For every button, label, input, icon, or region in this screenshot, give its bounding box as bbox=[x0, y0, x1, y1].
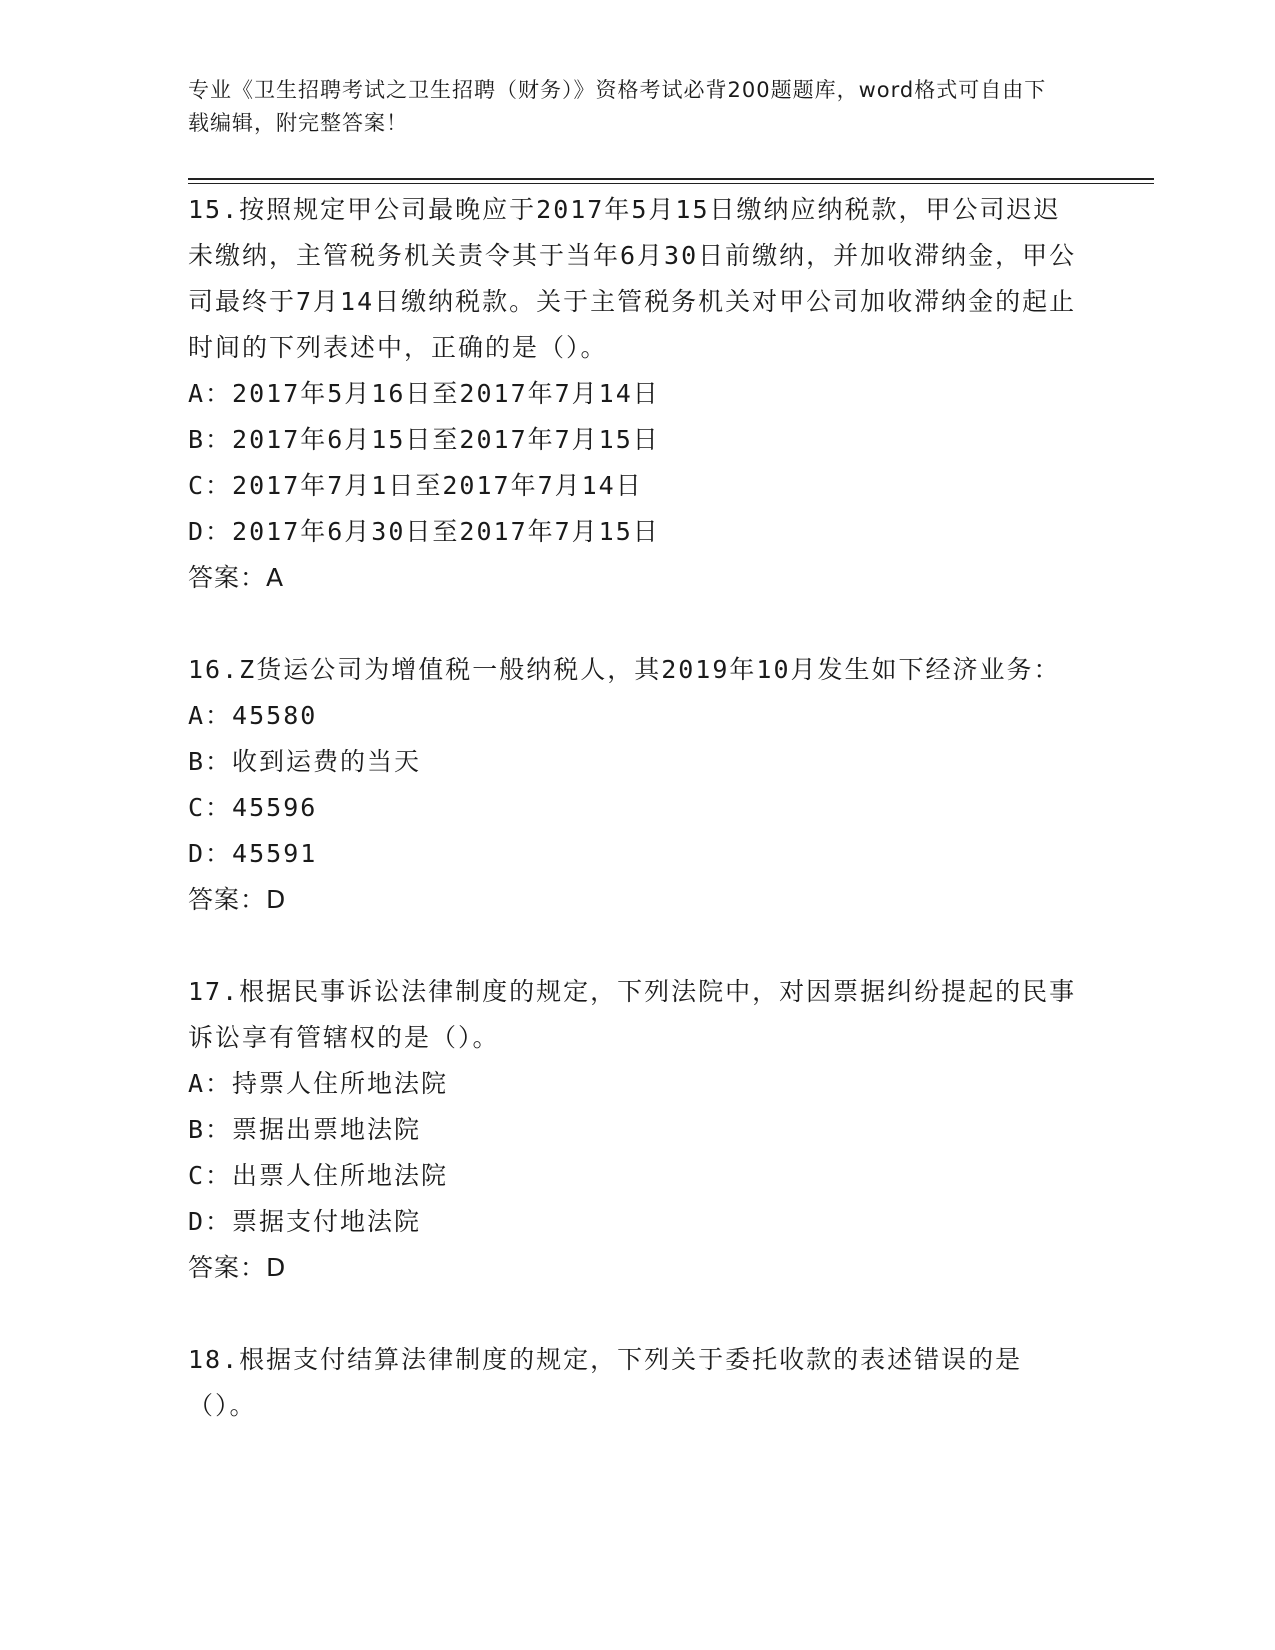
option-b: B：收到运费的当天 bbox=[188, 747, 422, 776]
option-a: A：2017年5月16日至2017年7月14日 bbox=[188, 379, 660, 408]
option-d: D：45591 bbox=[188, 839, 318, 868]
header-divider-thin bbox=[188, 183, 1154, 184]
question-17 bbox=[188, 969, 1078, 1291]
option-c: C：出票人住所地法院 bbox=[188, 1161, 449, 1190]
question-text: 18.根据支付结算法律制度的规定，下列关于委托收款的表述错误的是（）。 bbox=[188, 1345, 1023, 1420]
answer-line: 答案：A bbox=[188, 563, 285, 592]
question-15 bbox=[188, 187, 1078, 601]
question-list bbox=[188, 187, 1078, 1475]
option-a: A：45580 bbox=[188, 701, 318, 730]
answer-line: 答案：D bbox=[188, 885, 287, 914]
question-16 bbox=[188, 647, 1078, 923]
header-divider-thick bbox=[188, 178, 1154, 180]
option-d: D：2017年6月30日至2017年7月15日 bbox=[188, 517, 660, 546]
option-d: D：票据支付地法院 bbox=[188, 1207, 422, 1236]
answer-line: 答案：D bbox=[188, 1253, 287, 1282]
question-18 bbox=[188, 1337, 1078, 1429]
option-c: C：2017年7月1日至2017年7月14日 bbox=[188, 471, 643, 500]
question-text: 17.根据民事诉讼法律制度的规定，下列法院中，对因票据纠纷提起的民事诉讼享有管辖权的是（）。 bbox=[188, 977, 1077, 1052]
document-header: 专业《卫生招聘考试之卫生招聘（财务）》资格考试必背200题题库，word格式可自由下载编辑，附完整答案！ bbox=[188, 78, 1047, 135]
option-b: B：票据出票地法院 bbox=[188, 1115, 422, 1144]
option-b: B：2017年6月15日至2017年7月15日 bbox=[188, 425, 660, 454]
option-c: C：45596 bbox=[188, 793, 318, 822]
question-text: 15.按照规定甲公司最晚应于2017年5月15日缴纳应纳税款，甲公司迟迟未缴纳，主管税务机关责令其于当年6月30日前缴纳，并加收滞纳金，甲公司最终于7月14日缴纳税款。关于主管税务机关对甲公司加收滞纳金的起止时间的下列表述中，正确的是（）。 bbox=[188, 195, 1077, 362]
question-text: 16.Z货运公司为增值税一般纳税人，其2019年10月发生如下经济业务： bbox=[188, 655, 1061, 684]
option-a: A：持票人住所地法院 bbox=[188, 1069, 449, 1098]
